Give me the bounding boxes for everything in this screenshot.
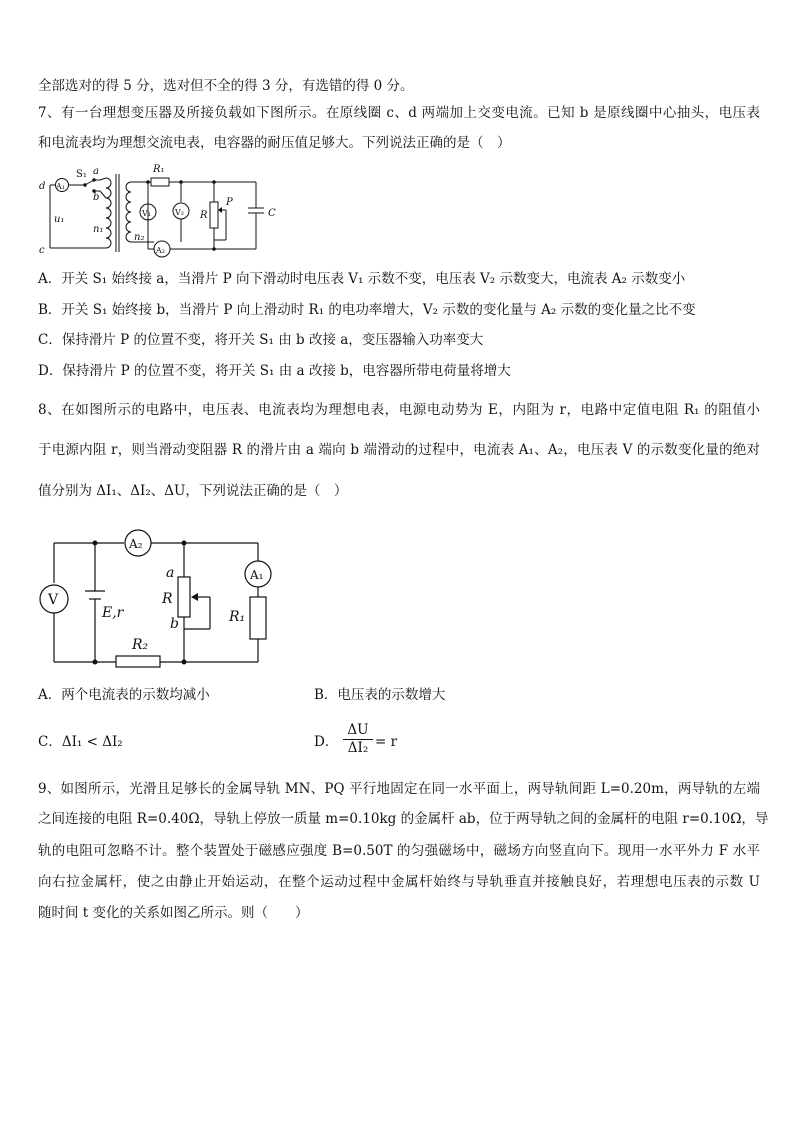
label-b: b [170,616,179,632]
label-E-r: E,r [102,605,124,621]
label-n1: n₁ [93,224,104,235]
q7-option-a: A．开关 S₁ 始终接 a，当滑片 P 向下滑动时电压表 V₁ 示数不变，电压表 V₂ 示数变大，电流表 A₂ 示数变小 [38,271,686,287]
label-R2: R₂ [132,637,149,653]
q9-stem-line4: 向右拉金属杆，使之由静止开始运动，在整个运动过程中金属杆始终与导轨垂直并接触良好，若理想电压表的示数 U [38,874,760,890]
label-V2: V₂ [175,208,184,217]
q8-option-d-fraction [343,722,373,757]
label-b: b [93,192,100,203]
q7-stem-line1: 7、有一台理想变压器及所接负载如下图所示。在原线圈 c、d 两端加上交变电流。已知 b 是原线圈中心抽头，电压表 [38,105,760,121]
label-A2: A₂ [156,246,165,255]
q9-stem-line5: 随时间 t 变化的关系如图乙所示。则（ ） [38,905,309,921]
q7-option-b: B．开关 S₁ 始终接 b，当滑片 P 向上滑动时 R₁ 的电功率增大，V₂ 示数的变化量与 A₂ 示数的变化量之比不变 [38,302,696,318]
label-R: R [162,591,173,607]
q8-stem-line2: 于电源内阻 r，则当滑动变阻器 R 的滑片由 a 端向 b 端滑动的过程中，电流表 A₁、A₂，电压表 V 的示数变化量的绝对 [38,442,760,458]
label-R1: R₁ [229,609,246,625]
q8-option-c: C．ΔI₁ < ΔI₂ [38,734,123,750]
q8-option-a: A．两个电流表的示数均减小 [38,687,210,703]
fraction-denominator: ΔI₂ [347,740,369,756]
intro-text: 全部选对的得 5 分，选对但不全的得 3 分，有选错的得 0 分。 [38,78,414,94]
label-A1: A₁ [56,182,65,191]
q8-option-d-rhs: = r [375,734,398,750]
label-P: P [226,197,233,208]
label-V1: V₁ [142,209,151,218]
label-a: a [166,565,175,581]
label-c: c [39,245,45,256]
fraction-numerator: ΔU [343,722,373,740]
label-A2: A₂ [129,537,143,551]
q9-stem-line1: 9、如图所示，光滑且足够长的金属导轨 MN、PQ 平行地固定在同一水平面上，两导轨间距 L=0.20m，两导轨的左端 [38,781,760,797]
q8-option-b: B．电压表的示数增大 [314,687,446,703]
label-R: R [200,210,208,221]
label-C: C [268,208,276,219]
label-R1: R₁ [153,164,165,175]
label-V: V [48,592,59,608]
q7-transformer-circuit-figure [36,160,286,260]
q7-option-c: C．保持滑片 P 的位置不变，将开关 S₁ 由 b 改接 a，变压器输入功率变大 [38,332,484,348]
label-n2: n₂ [134,232,145,243]
label-u1: u₁ [54,214,65,225]
label-A1: A₁ [250,568,264,582]
label-d: d [39,181,46,192]
q8-option-d-label: D． [314,734,339,750]
q8-stem-line1: 8、在如图所示的电路中，电压表、电流表均为理想电表，电源电动势为 E，内阻为 r，电路中定值电阻 R₁ 的阻值小 [38,402,760,418]
q9-stem-line2: 之间连接的电阻 R=0.40Ω，导轨上停放一质量 m=0.10kg 的金属杆 ab，位于两导轨之间的金属杆的电阻 r=0.10Ω，导 [38,811,769,827]
q8-stem-line3: 值分别为 ΔI₁、ΔI₂、ΔU，下列说法正确的是（ ） [38,483,348,499]
q7-option-d: D．保持滑片 P 的位置不变，将开关 S₁ 由 a 改接 b，电容器所带电荷量将增大 [38,363,511,379]
label-a: a [93,166,99,177]
q9-stem-line3: 轨的电阻可忽略不计。整个装置处于磁感应强度 B=0.50T 的匀强磁场中，磁场方向竖直向下。现用一水平外力 F 水平 [38,843,760,859]
q7-stem-line2: 和电流表均为理想交流电表，电容器的耐压值足够大。下列说法正确的是（ ） [38,135,511,151]
q8-circuit-figure [36,525,276,675]
label-S1: S₁ [76,169,87,180]
